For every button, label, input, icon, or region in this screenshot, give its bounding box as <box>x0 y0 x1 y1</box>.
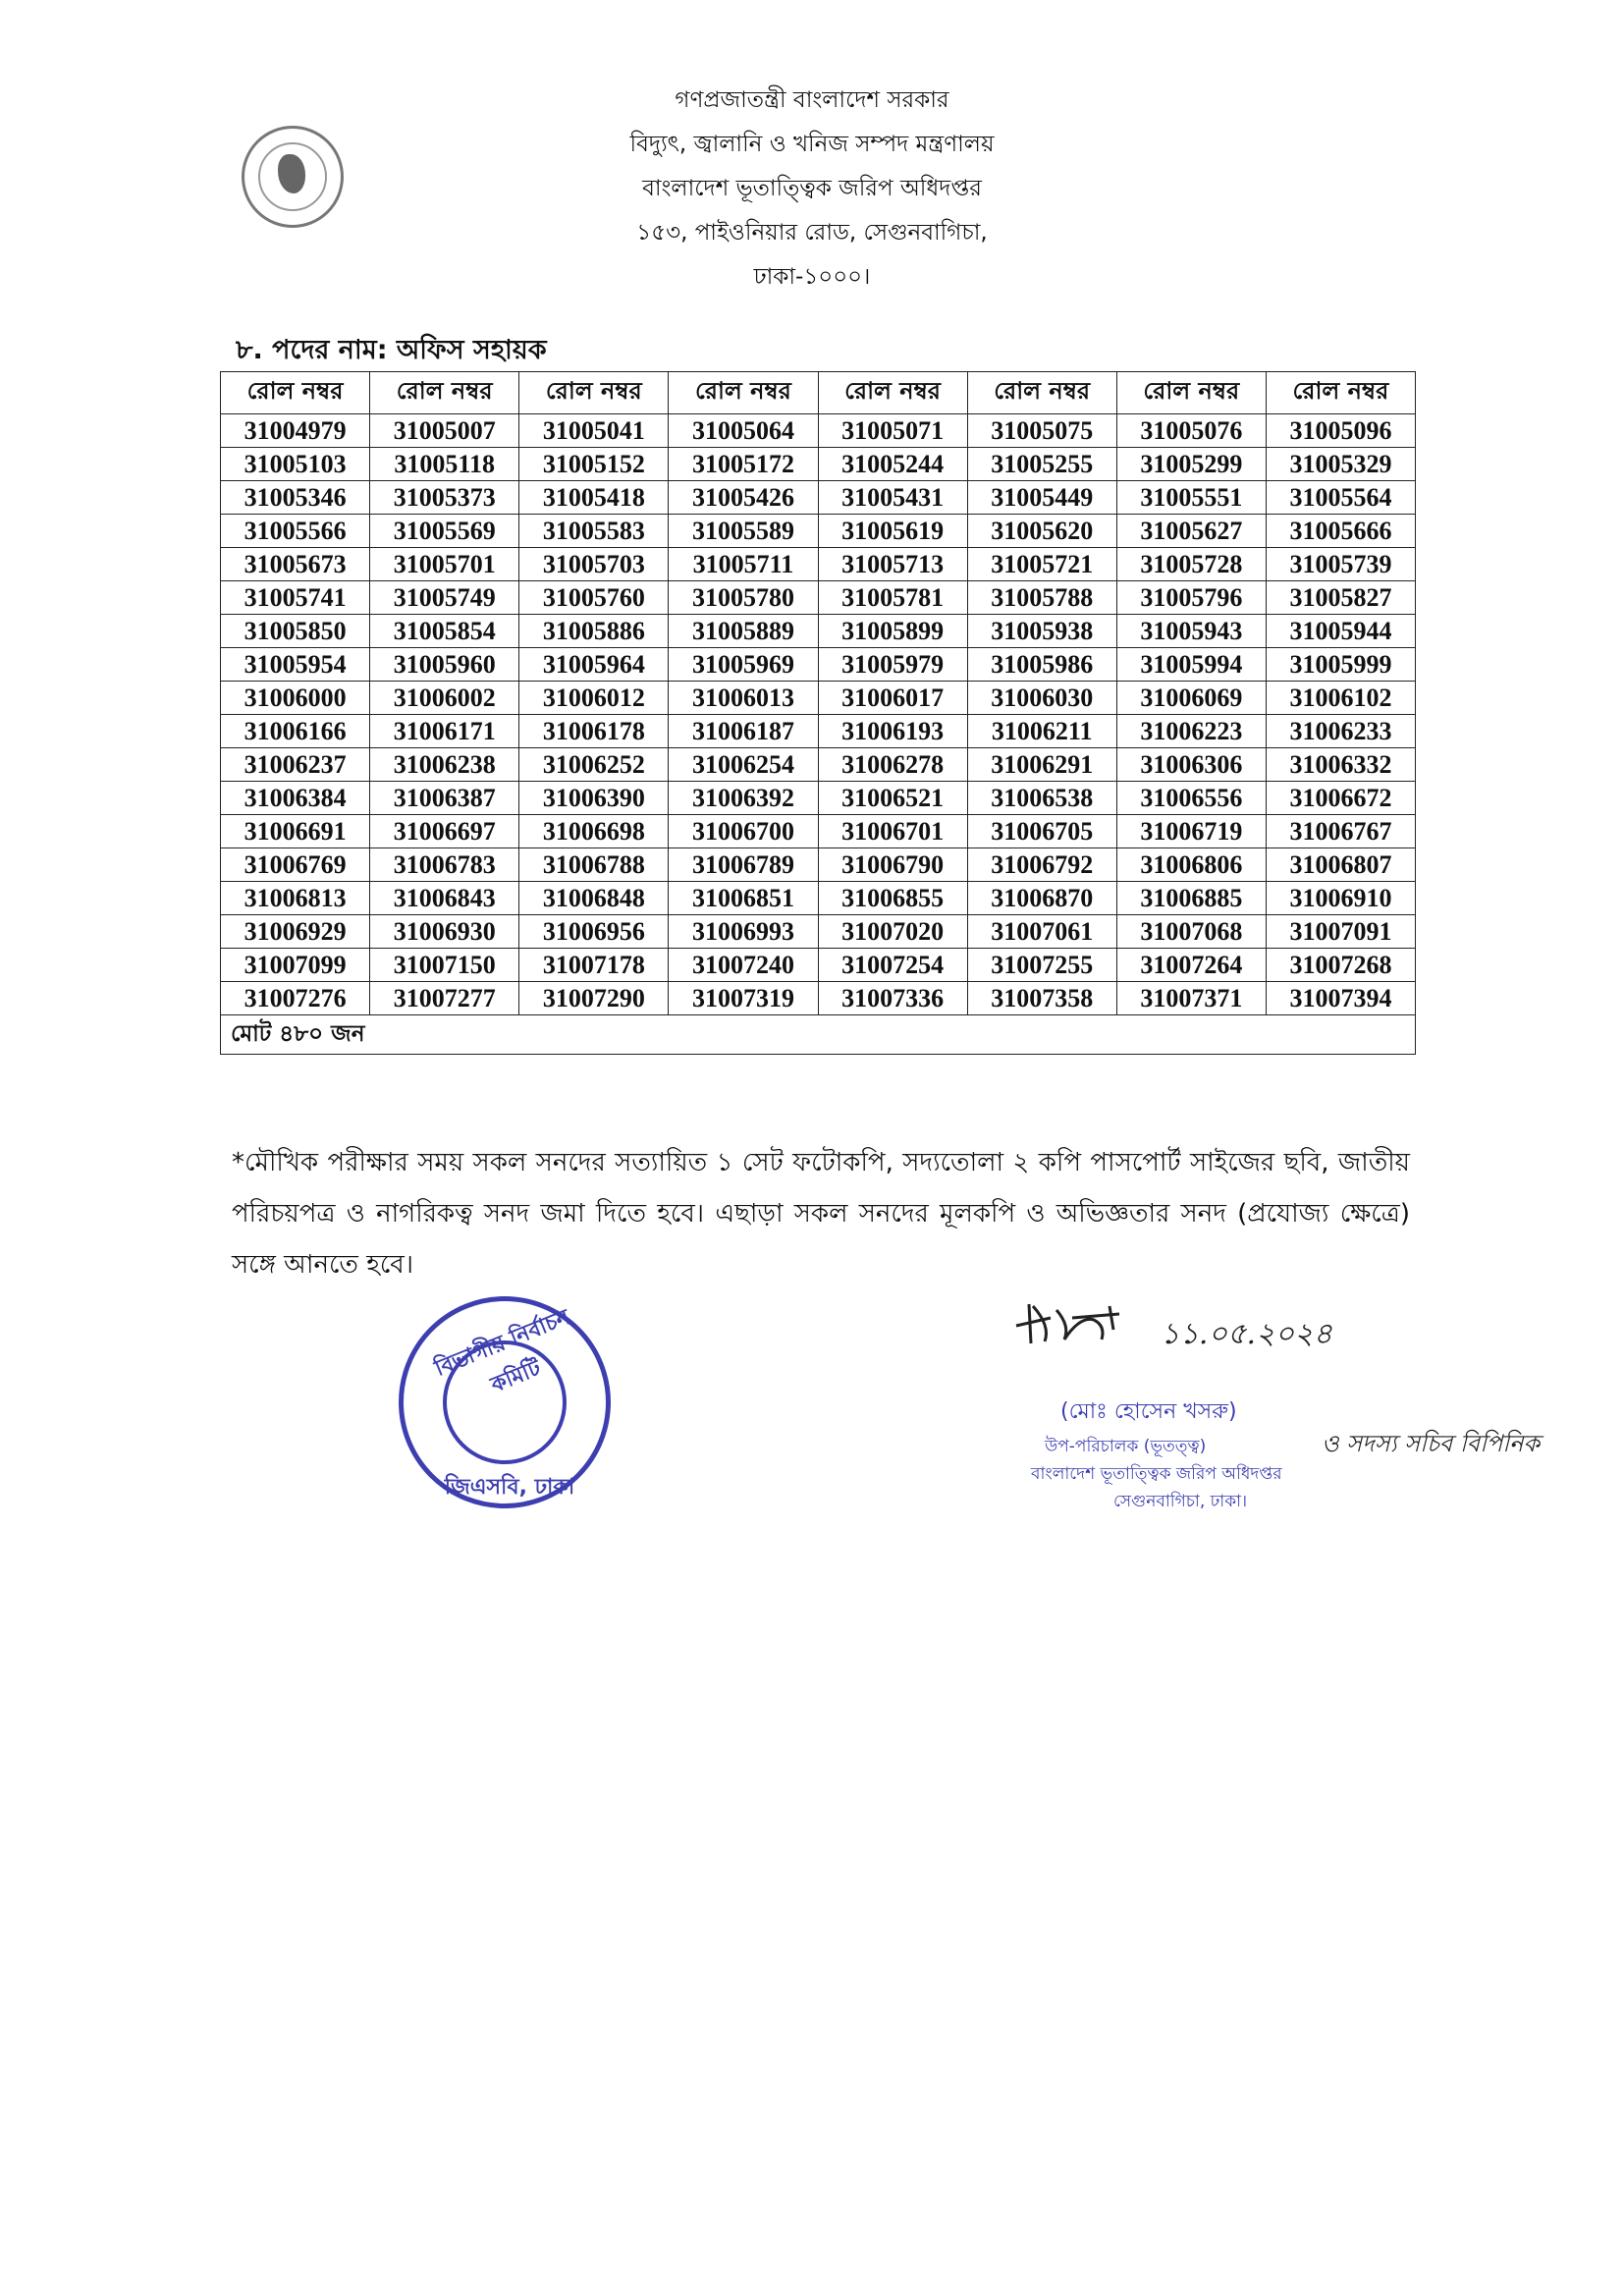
column-header: রোল নম্বর <box>818 372 967 414</box>
column-header: রোল নম্বর <box>1266 372 1415 414</box>
roll-number-cell: 31007255 <box>967 949 1116 982</box>
table-row <box>221 782 1416 815</box>
roll-number-cell: 31007277 <box>370 982 519 1015</box>
roll-number-cell: 31005994 <box>1116 648 1266 682</box>
roll-number-cell: 31005854 <box>370 615 519 648</box>
roll-number-cell: 31005749 <box>370 581 519 615</box>
roll-number-cell: 31007319 <box>669 982 818 1015</box>
roll-number-cell: 31005627 <box>1116 515 1266 548</box>
roll-number-cell: 31006672 <box>1266 782 1415 815</box>
post-title: ৮. পদের নাম: অফিস সহায়ক <box>236 335 547 365</box>
roll-number-cell: 31006387 <box>370 782 519 815</box>
roll-number-cell: 31006193 <box>818 715 967 748</box>
roll-number-cell: 31005986 <box>967 648 1116 682</box>
roll-number-cell: 31005431 <box>818 481 967 515</box>
roll-number-cell: 31005666 <box>1266 515 1415 548</box>
roll-number-cell: 31005889 <box>669 615 818 648</box>
roll-number-cell: 31006851 <box>669 882 818 915</box>
roll-number-cell: 31005583 <box>519 515 669 548</box>
roll-number-cell: 31007394 <box>1266 982 1415 1015</box>
roll-number-cell: 31006790 <box>818 848 967 882</box>
roll-number-cell: 31005620 <box>967 515 1116 548</box>
column-header: রোল নম্বর <box>519 372 669 414</box>
roll-number-cell: 31006691 <box>221 815 370 848</box>
roll-number-cell: 31005172 <box>669 448 818 481</box>
roll-number-cell: 31005850 <box>221 615 370 648</box>
table-total-row <box>221 1015 1416 1055</box>
committee-stamp <box>399 1296 611 1508</box>
roll-number-cell: 31005721 <box>967 548 1116 581</box>
roll-number-cell: 31006843 <box>370 882 519 915</box>
roll-number-cell: 31007358 <box>967 982 1116 1015</box>
table-row <box>221 915 1416 949</box>
roll-number-cell: 31005979 <box>818 648 967 682</box>
header-line-city: ঢাকা-১০০০। <box>753 264 871 290</box>
roll-number-cell: 31006769 <box>221 848 370 882</box>
roll-number-cell: 31007068 <box>1116 915 1266 949</box>
roll-number-cell: 31006030 <box>967 682 1116 715</box>
roll-number-cell: 31006697 <box>370 815 519 848</box>
column-header: রোল নম্বর <box>370 372 519 414</box>
roll-number-cell: 31006102 <box>1266 682 1415 715</box>
roll-number-cell: 31006166 <box>221 715 370 748</box>
roll-number-cell: 31006956 <box>519 915 669 949</box>
roll-number-cell: 31006556 <box>1116 782 1266 815</box>
table-row <box>221 682 1416 715</box>
total-count: মোট ৪৮০ জন <box>221 1015 1416 1055</box>
roll-number-cell: 31005075 <box>967 414 1116 448</box>
roll-number-cell: 31005780 <box>669 581 818 615</box>
roll-number-cell: 31005329 <box>1266 448 1415 481</box>
roll-number-cell: 31007020 <box>818 915 967 949</box>
roll-number-cell: 31005619 <box>818 515 967 548</box>
roll-number-cell: 31005007 <box>370 414 519 448</box>
header-line-ministry: বিদ্যুৎ, জ্বালানি ও খনিজ সম্পদ মন্ত্রণালয় <box>629 132 995 157</box>
roll-number-cell: 31005449 <box>967 481 1116 515</box>
roll-number-cell: 31007276 <box>221 982 370 1015</box>
roll-number-cell: 31006788 <box>519 848 669 882</box>
table-body <box>221 414 1416 1015</box>
roll-number-cell: 31007091 <box>1266 915 1415 949</box>
roll-number-cell: 31006012 <box>519 682 669 715</box>
roll-number-cell: 31007150 <box>370 949 519 982</box>
table-row <box>221 949 1416 982</box>
roll-number-cell: 31005886 <box>519 615 669 648</box>
office-name: বাংলাদেশ ভূতাত্ত্বিক জরিপ অধিদপ্তর <box>1031 1464 1282 1484</box>
letterhead <box>0 79 1624 300</box>
roll-number-cell: 31005899 <box>818 615 967 648</box>
roll-number-cell: 31005703 <box>519 548 669 581</box>
table-row <box>221 715 1416 748</box>
roll-number-cell: 31005373 <box>370 481 519 515</box>
table-row <box>221 615 1416 648</box>
roll-number-cell: 31006910 <box>1266 882 1415 915</box>
roll-number-cell: 31005969 <box>669 648 818 682</box>
roll-number-cell: 31006792 <box>967 848 1116 882</box>
roll-number-cell: 31006521 <box>818 782 967 815</box>
roll-number-cell: 31005096 <box>1266 414 1415 448</box>
roll-number-cell: 31006306 <box>1116 748 1266 782</box>
table-row <box>221 448 1416 481</box>
roll-number-cell: 31005118 <box>370 448 519 481</box>
roll-number-cell: 31005589 <box>669 515 818 548</box>
office-address: সেগুনবাগিচা, ঢাকা। <box>1113 1492 1248 1511</box>
table-row <box>221 982 1416 1015</box>
roll-number-cell: 31005299 <box>1116 448 1266 481</box>
roll-number-cell: 31006855 <box>818 882 967 915</box>
roll-number-cell: 31005152 <box>519 448 669 481</box>
table-row <box>221 414 1416 448</box>
roll-number-cell: 31005960 <box>370 648 519 682</box>
member-secretary-note: ও সদস্য সচিব বিপিনিক <box>1322 1430 1541 1457</box>
instruction-note: *মৌখিক পরীক্ষার সময় সকল সনদের সত্যায়িত ১ সেট ফটোকপি, সদ্যতোলা ২ কপি পাসপোর্ট সাইজের ছবি, জাতীয় পরিচয়পত্র ও নাগরিকত্ব সনদ জমা দিতে হবে। এছাড়া সকল সনদের মূলকপি ও অভিজ্ঞতার সনদ (প্রযোজ্য ক্ষেত্রে) সঙ্গে আনতে হবে। <box>232 1148 1410 1280</box>
roll-number-cell: 31007254 <box>818 949 967 982</box>
roll-number-cell: 31006069 <box>1116 682 1266 715</box>
roll-number-cell: 31007240 <box>669 949 818 982</box>
table-row <box>221 815 1416 848</box>
roll-number-cell: 31005788 <box>967 581 1116 615</box>
roll-number-cell: 31007178 <box>519 949 669 982</box>
roll-number-cell: 31005796 <box>1116 581 1266 615</box>
roll-number-cell: 31006700 <box>669 815 818 848</box>
roll-number-cell: 31006000 <box>221 682 370 715</box>
roll-number-cell: 31006254 <box>669 748 818 782</box>
officer-designation: উপ-পরিচালক (ভূতত্ত্ব) <box>1045 1437 1207 1456</box>
roll-number-cell: 31006698 <box>519 815 669 848</box>
roll-number-cell: 31007061 <box>967 915 1116 949</box>
signature-block <box>1011 1296 1600 1522</box>
column-header: রোল নম্বর <box>669 372 818 414</box>
roll-number-cell: 31006930 <box>370 915 519 949</box>
roll-number-cell: 31006719 <box>1116 815 1266 848</box>
roll-number-table <box>220 371 1416 1055</box>
roll-number-cell: 31006238 <box>370 748 519 782</box>
roll-number-cell: 31007371 <box>1116 982 1266 1015</box>
roll-number-cell: 31006384 <box>221 782 370 815</box>
roll-number-cell: 31005741 <box>221 581 370 615</box>
roll-number-cell: 31006237 <box>221 748 370 782</box>
roll-number-cell: 31005076 <box>1116 414 1266 448</box>
roll-number-cell: 31007099 <box>221 949 370 982</box>
roll-number-cell: 31006332 <box>1266 748 1415 782</box>
roll-number-cell: 31005566 <box>221 515 370 548</box>
roll-number-cell: 31005244 <box>818 448 967 481</box>
roll-number-cell: 31007264 <box>1116 949 1266 982</box>
table-row <box>221 581 1416 615</box>
roll-number-cell: 31005569 <box>370 515 519 548</box>
stamp-bottom-text: জিএসবি, ঢাকা <box>444 1475 575 1500</box>
table-row <box>221 648 1416 682</box>
roll-number-cell: 31005964 <box>519 648 669 682</box>
roll-number-cell: 31006789 <box>669 848 818 882</box>
roll-number-cell: 31005551 <box>1116 481 1266 515</box>
roll-number-cell: 31006538 <box>967 782 1116 815</box>
column-header: রোল নম্বর <box>967 372 1116 414</box>
roll-number-cell: 31005064 <box>669 414 818 448</box>
roll-number-cell: 31005827 <box>1266 581 1415 615</box>
roll-number-cell: 31005041 <box>519 414 669 448</box>
table-header-row <box>221 372 1416 414</box>
roll-number-cell: 31006993 <box>669 915 818 949</box>
roll-number-cell: 31005103 <box>221 448 370 481</box>
column-header: রোল নম্বর <box>221 372 370 414</box>
officer-name: (মোঃ হোসেন খসরু) <box>1060 1399 1237 1424</box>
roll-number-cell: 31006223 <box>1116 715 1266 748</box>
roll-number-cell: 31004979 <box>221 414 370 448</box>
table-row <box>221 748 1416 782</box>
table-row <box>221 848 1416 882</box>
signature-date: ১১.০৫.২০২৪ <box>1161 1317 1332 1351</box>
roll-number-cell: 31006870 <box>967 882 1116 915</box>
roll-number-cell: 31006017 <box>818 682 967 715</box>
roll-number-cell: 31006178 <box>519 715 669 748</box>
table-row <box>221 515 1416 548</box>
roll-number-cell: 31006767 <box>1266 815 1415 848</box>
roll-number-cell: 31007290 <box>519 982 669 1015</box>
roll-number-cell: 31006278 <box>818 748 967 782</box>
roll-number-cell: 31006813 <box>221 882 370 915</box>
roll-number-cell: 31005944 <box>1266 615 1415 648</box>
roll-number-cell: 31005713 <box>818 548 967 581</box>
roll-number-cell: 31005739 <box>1266 548 1415 581</box>
table-row <box>221 882 1416 915</box>
roll-number-cell: 31005564 <box>1266 481 1415 515</box>
header-line-address: ১৫৩, পাইওনিয়ার রোড, সেগুনবাগিচা, <box>636 220 988 246</box>
roll-number-cell: 31006885 <box>1116 882 1266 915</box>
roll-number-cell: 31005781 <box>818 581 967 615</box>
roll-number-cell: 31006783 <box>370 848 519 882</box>
roll-number-cell: 31005426 <box>669 481 818 515</box>
roll-number-cell: 31006929 <box>221 915 370 949</box>
roll-number-cell: 31005673 <box>221 548 370 581</box>
roll-number-cell: 31005938 <box>967 615 1116 648</box>
roll-number-cell: 31005954 <box>221 648 370 682</box>
roll-number-cell: 31006390 <box>519 782 669 815</box>
roll-number-cell: 31006806 <box>1116 848 1266 882</box>
roll-number-cell: 31006392 <box>669 782 818 815</box>
roll-number-cell: 31005728 <box>1116 548 1266 581</box>
table-row <box>221 481 1416 515</box>
roll-number-cell: 31006291 <box>967 748 1116 782</box>
roll-number-cell: 31006171 <box>370 715 519 748</box>
roll-number-cell: 31006848 <box>519 882 669 915</box>
table-row <box>221 548 1416 581</box>
roll-number-cell: 31006252 <box>519 748 669 782</box>
roll-number-cell: 31005711 <box>669 548 818 581</box>
column-header: রোল নম্বর <box>1116 372 1266 414</box>
handwritten-signature-icon <box>1011 1296 1149 1355</box>
roll-number-cell: 31006187 <box>669 715 818 748</box>
roll-number-cell: 31005346 <box>221 481 370 515</box>
header-line-department: বাংলাদেশ ভূতাত্ত্বিক জরিপ অধিদপ্তর <box>642 176 982 201</box>
roll-number-cell: 31005071 <box>818 414 967 448</box>
roll-number-cell: 31006701 <box>818 815 967 848</box>
roll-number-cell: 31005760 <box>519 581 669 615</box>
roll-number-cell: 31006807 <box>1266 848 1415 882</box>
roll-number-cell: 31007268 <box>1266 949 1415 982</box>
header-line-government: গণপ্রজাতন্ত্রী বাংলাদেশ সরকার <box>675 87 949 113</box>
stamp-top-text: বিভাগীয় নির্বাচন কমিটি <box>431 1305 573 1398</box>
roll-number-cell: 31006211 <box>967 715 1116 748</box>
roll-number-cell: 31006013 <box>669 682 818 715</box>
roll-number-cell: 31006002 <box>370 682 519 715</box>
roll-number-cell: 31006233 <box>1266 715 1415 748</box>
roll-number-cell: 31006705 <box>967 815 1116 848</box>
roll-number-cell: 31007336 <box>818 982 967 1015</box>
roll-number-cell: 31005418 <box>519 481 669 515</box>
roll-number-cell: 31005943 <box>1116 615 1266 648</box>
roll-number-cell: 31005701 <box>370 548 519 581</box>
roll-number-cell: 31005255 <box>967 448 1116 481</box>
roll-number-cell: 31005999 <box>1266 648 1415 682</box>
